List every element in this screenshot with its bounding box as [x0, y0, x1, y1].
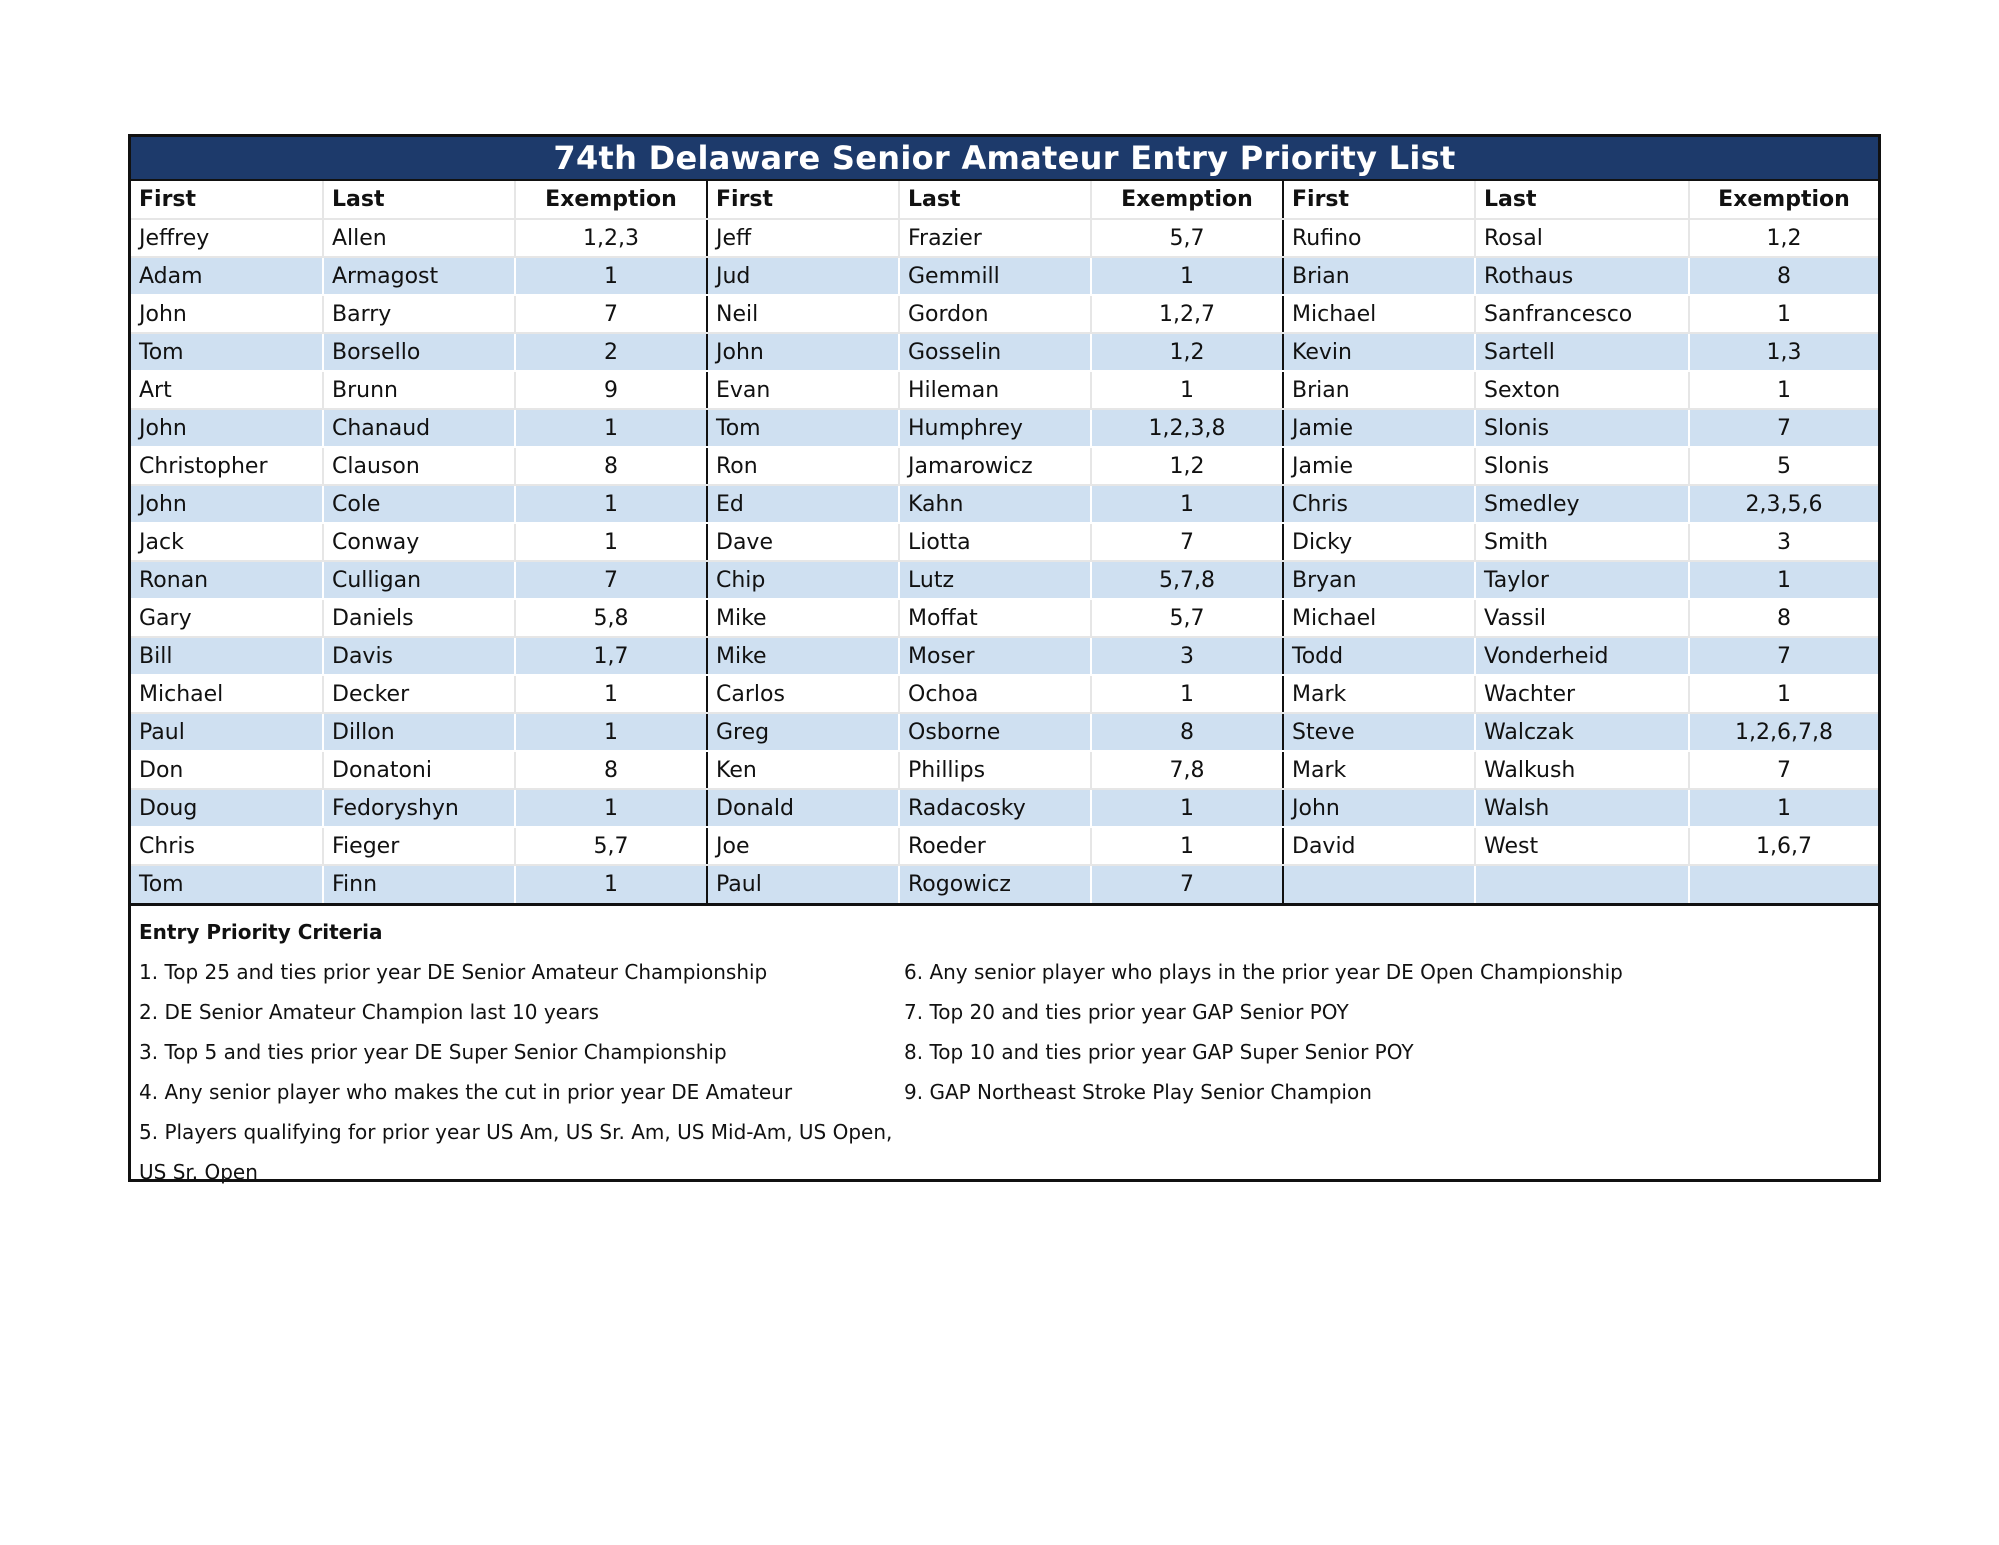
cell-last: Ochoa [899, 675, 1091, 713]
cell-last: Dillon [323, 713, 515, 751]
cell-first: Tom [131, 865, 323, 903]
header-last: Last [323, 181, 515, 219]
criteria-item: 6. Any senior player who plays in the prior year DE Open Championship [904, 960, 1623, 984]
cell-first: Mark [1283, 751, 1475, 789]
cell-first: Rufino [1283, 219, 1475, 257]
cell-last: Cole [323, 485, 515, 523]
page-title: 74th Delaware Senior Amateur Entry Priority List [131, 137, 1878, 181]
header-last: Last [899, 181, 1091, 219]
cell-last: Frazier [899, 219, 1091, 257]
cell-exemption [1689, 865, 1878, 903]
table-row [131, 257, 1878, 295]
criteria-item: 3. Top 5 and ties prior year DE Super Senior Championship [139, 1040, 727, 1064]
header-last: Last [1475, 181, 1689, 219]
cell-first: Bryan [1283, 561, 1475, 599]
cell-exemption: 1,2 [1689, 219, 1878, 257]
cell-last: Walsh [1475, 789, 1689, 827]
cell-exemption: 1,7 [515, 637, 707, 675]
table-row [131, 599, 1878, 637]
table-row [131, 827, 1878, 865]
cell-first: Mike [707, 637, 899, 675]
cell-last: Gosselin [899, 333, 1091, 371]
header-first: First [1283, 181, 1475, 219]
cell-exemption: 1 [515, 713, 707, 751]
cell-last: Slonis [1475, 447, 1689, 485]
cell-first: Ronan [131, 561, 323, 599]
criteria-left-column [139, 952, 899, 1192]
roster-table [131, 181, 1878, 903]
cell-exemption: 1,2 [1091, 447, 1283, 485]
cell-last: Phillips [899, 751, 1091, 789]
cell-first: Paul [707, 865, 899, 903]
cell-first: Art [131, 371, 323, 409]
cell-exemption: 3 [1091, 637, 1283, 675]
cell-exemption: 5,7 [1091, 219, 1283, 257]
criteria-item: 7. Top 20 and ties prior year GAP Senior POY [904, 1000, 1349, 1024]
cell-exemption: 7,8 [1091, 751, 1283, 789]
criteria-item: 5. Players qualifying for prior year US Am, US Sr. Am, US Mid-Am, US Open, [139, 1120, 893, 1144]
cell-last: Rogowicz [899, 865, 1091, 903]
cell-first: Joe [707, 827, 899, 865]
cell-last: Finn [323, 865, 515, 903]
table-row [131, 523, 1878, 561]
criteria-item: 9. GAP Northeast Stroke Play Senior Champion [904, 1080, 1372, 1104]
cell-last: Rothaus [1475, 257, 1689, 295]
cell-first: Greg [707, 713, 899, 751]
cell-first: Donald [707, 789, 899, 827]
cell-exemption: 1 [1091, 675, 1283, 713]
cell-exemption: 3 [1689, 523, 1878, 561]
cell-last: Daniels [323, 599, 515, 637]
cell-exemption: 7 [1091, 523, 1283, 561]
criteria-item: 8. Top 10 and ties prior year GAP Super Senior POY [904, 1040, 1414, 1064]
cell-exemption: 1,2,3 [515, 219, 707, 257]
cell-last: Culligan [323, 561, 515, 599]
cell-last: Armagost [323, 257, 515, 295]
cell-exemption: 1 [515, 675, 707, 713]
table-row [131, 371, 1878, 409]
cell-last: Gemmill [899, 257, 1091, 295]
cell-last: Lutz [899, 561, 1091, 599]
cell-last: Allen [323, 219, 515, 257]
table-row [131, 637, 1878, 675]
criteria-heading: Entry Priority Criteria [139, 920, 383, 944]
cell-exemption: 5,8 [515, 599, 707, 637]
cell-last: Walkush [1475, 751, 1689, 789]
cell-exemption: 1,2 [1091, 333, 1283, 371]
header-row [131, 181, 1878, 219]
cell-exemption: 1,2,3,8 [1091, 409, 1283, 447]
cell-exemption: 7 [1689, 409, 1878, 447]
cell-first: David [1283, 827, 1475, 865]
cell-first: Jud [707, 257, 899, 295]
cell-first: Doug [131, 789, 323, 827]
cell-first: Tom [131, 333, 323, 371]
cell-first: Evan [707, 371, 899, 409]
cell-last: Osborne [899, 713, 1091, 751]
cell-first: Jack [131, 523, 323, 561]
cell-exemption: 1 [515, 865, 707, 903]
cell-exemption: 5,7 [1091, 599, 1283, 637]
header-exemption: Exemption [1091, 181, 1283, 219]
cell-exemption: 1 [515, 485, 707, 523]
cell-exemption: 8 [1689, 599, 1878, 637]
cell-last: Taylor [1475, 561, 1689, 599]
cell-first: Dave [707, 523, 899, 561]
cell-last: Sanfrancesco [1475, 295, 1689, 333]
cell-last: Moffat [899, 599, 1091, 637]
cell-last: Jamarowicz [899, 447, 1091, 485]
cell-last: Chanaud [323, 409, 515, 447]
cell-first: Jeffrey [131, 219, 323, 257]
cell-first: Jeff [707, 219, 899, 257]
cell-exemption: 1 [515, 409, 707, 447]
cell-last: Smith [1475, 523, 1689, 561]
table-row [131, 295, 1878, 333]
criteria-item: 2. DE Senior Amateur Champion last 10 years [139, 1000, 599, 1024]
cell-last: Donatoni [323, 751, 515, 789]
cell-exemption: 8 [1091, 713, 1283, 751]
cell-last: Barry [323, 295, 515, 333]
entry-priority-sheet [128, 134, 1881, 1182]
cell-first: Brian [1283, 371, 1475, 409]
cell-first: Jamie [1283, 409, 1475, 447]
cell-last: Vonderheid [1475, 637, 1689, 675]
table-row [131, 675, 1878, 713]
cell-last: Wachter [1475, 675, 1689, 713]
cell-last: Radacosky [899, 789, 1091, 827]
cell-last: Moser [899, 637, 1091, 675]
cell-first: Neil [707, 295, 899, 333]
cell-last: Slonis [1475, 409, 1689, 447]
table-row [131, 447, 1878, 485]
cell-first: John [1283, 789, 1475, 827]
cell-first: Ron [707, 447, 899, 485]
cell-first [1283, 865, 1475, 903]
cell-last: Hileman [899, 371, 1091, 409]
cell-first: Chris [1283, 485, 1475, 523]
table-row [131, 789, 1878, 827]
cell-exemption: 7 [1091, 865, 1283, 903]
cell-exemption: 5,7,8 [1091, 561, 1283, 599]
cell-last: Conway [323, 523, 515, 561]
cell-exemption: 5 [1689, 447, 1878, 485]
cell-first: John [707, 333, 899, 371]
header-exemption: Exemption [515, 181, 707, 219]
table-row [131, 409, 1878, 447]
cell-exemption: 5,7 [515, 827, 707, 865]
cell-first: Christopher [131, 447, 323, 485]
cell-first: Jamie [1283, 447, 1475, 485]
cell-last [1475, 865, 1689, 903]
cell-first: Dicky [1283, 523, 1475, 561]
cell-last: West [1475, 827, 1689, 865]
cell-exemption: 1 [1689, 675, 1878, 713]
cell-exemption: 2 [515, 333, 707, 371]
cell-first: Mark [1283, 675, 1475, 713]
cell-first: John [131, 409, 323, 447]
cell-last: Fedoryshyn [323, 789, 515, 827]
cell-first: John [131, 485, 323, 523]
cell-exemption: 1 [1689, 295, 1878, 333]
cell-last: Brunn [323, 371, 515, 409]
cell-first: Chip [707, 561, 899, 599]
cell-exemption: 1,2,7 [1091, 295, 1283, 333]
cell-first: Michael [1283, 599, 1475, 637]
cell-exemption: 7 [515, 561, 707, 599]
cell-first: Chris [131, 827, 323, 865]
cell-last: Fieger [323, 827, 515, 865]
cell-last: Decker [323, 675, 515, 713]
cell-exemption: 1 [515, 523, 707, 561]
cell-last: Sartell [1475, 333, 1689, 371]
table-row [131, 865, 1878, 903]
cell-last: Borsello [323, 333, 515, 371]
cell-last: Kahn [899, 485, 1091, 523]
cell-first: Carlos [707, 675, 899, 713]
cell-exemption: 9 [515, 371, 707, 409]
cell-exemption: 1 [515, 789, 707, 827]
header-first: First [707, 181, 899, 219]
table-row [131, 751, 1878, 789]
cell-first: Adam [131, 257, 323, 295]
cell-first: Ed [707, 485, 899, 523]
cell-exemption: 1,6,7 [1689, 827, 1878, 865]
cell-first: Mike [707, 599, 899, 637]
cell-exemption: 7 [1689, 637, 1878, 675]
cell-exemption: 7 [1689, 751, 1878, 789]
cell-first: Todd [1283, 637, 1475, 675]
cell-exemption: 8 [1689, 257, 1878, 295]
cell-exemption: 1 [1689, 371, 1878, 409]
cell-last: Rosal [1475, 219, 1689, 257]
cell-last: Humphrey [899, 409, 1091, 447]
header-first: First [131, 181, 323, 219]
cell-exemption: 7 [515, 295, 707, 333]
table-row [131, 333, 1878, 371]
cell-last: Clauson [323, 447, 515, 485]
cell-exemption: 1 [1091, 485, 1283, 523]
cell-exemption: 1 [1689, 789, 1878, 827]
cell-last: Roeder [899, 827, 1091, 865]
cell-first: Paul [131, 713, 323, 751]
cell-exemption: 2,3,5,6 [1689, 485, 1878, 523]
cell-exemption: 1 [1091, 827, 1283, 865]
cell-exemption: 1,2,6,7,8 [1689, 713, 1878, 751]
table-row [131, 713, 1878, 751]
cell-exemption: 1 [1689, 561, 1878, 599]
cell-last: Davis [323, 637, 515, 675]
cell-first: Bill [131, 637, 323, 675]
cell-last: Liotta [899, 523, 1091, 561]
cell-last: Vassil [1475, 599, 1689, 637]
criteria-item: 4. Any senior player who makes the cut in prior year DE Amateur [139, 1080, 793, 1104]
cell-exemption: 8 [515, 751, 707, 789]
cell-first: John [131, 295, 323, 333]
table-row [131, 485, 1878, 523]
cell-exemption: 1 [515, 257, 707, 295]
criteria-right-column [904, 952, 1804, 1112]
cell-first: Brian [1283, 257, 1475, 295]
table-row [131, 219, 1878, 257]
cell-last: Smedley [1475, 485, 1689, 523]
criteria-item: US Sr. Open [139, 1160, 258, 1184]
criteria-section [131, 903, 1878, 1184]
cell-first: Kevin [1283, 333, 1475, 371]
cell-first: Tom [707, 409, 899, 447]
cell-last: Gordon [899, 295, 1091, 333]
header-exemption: Exemption [1689, 181, 1878, 219]
cell-first: Gary [131, 599, 323, 637]
cell-exemption: 8 [515, 447, 707, 485]
cell-first: Michael [1283, 295, 1475, 333]
table-row [131, 561, 1878, 599]
cell-exemption: 1 [1091, 371, 1283, 409]
criteria-item: 1. Top 25 and ties prior year DE Senior Amateur Championship [139, 960, 768, 984]
cell-last: Walczak [1475, 713, 1689, 751]
cell-first: Ken [707, 751, 899, 789]
cell-exemption: 1 [1091, 789, 1283, 827]
cell-exemption: 1 [1091, 257, 1283, 295]
cell-exemption: 1,3 [1689, 333, 1878, 371]
cell-first: Don [131, 751, 323, 789]
cell-first: Michael [131, 675, 323, 713]
cell-last: Sexton [1475, 371, 1689, 409]
cell-first: Steve [1283, 713, 1475, 751]
roster-body [131, 219, 1878, 903]
